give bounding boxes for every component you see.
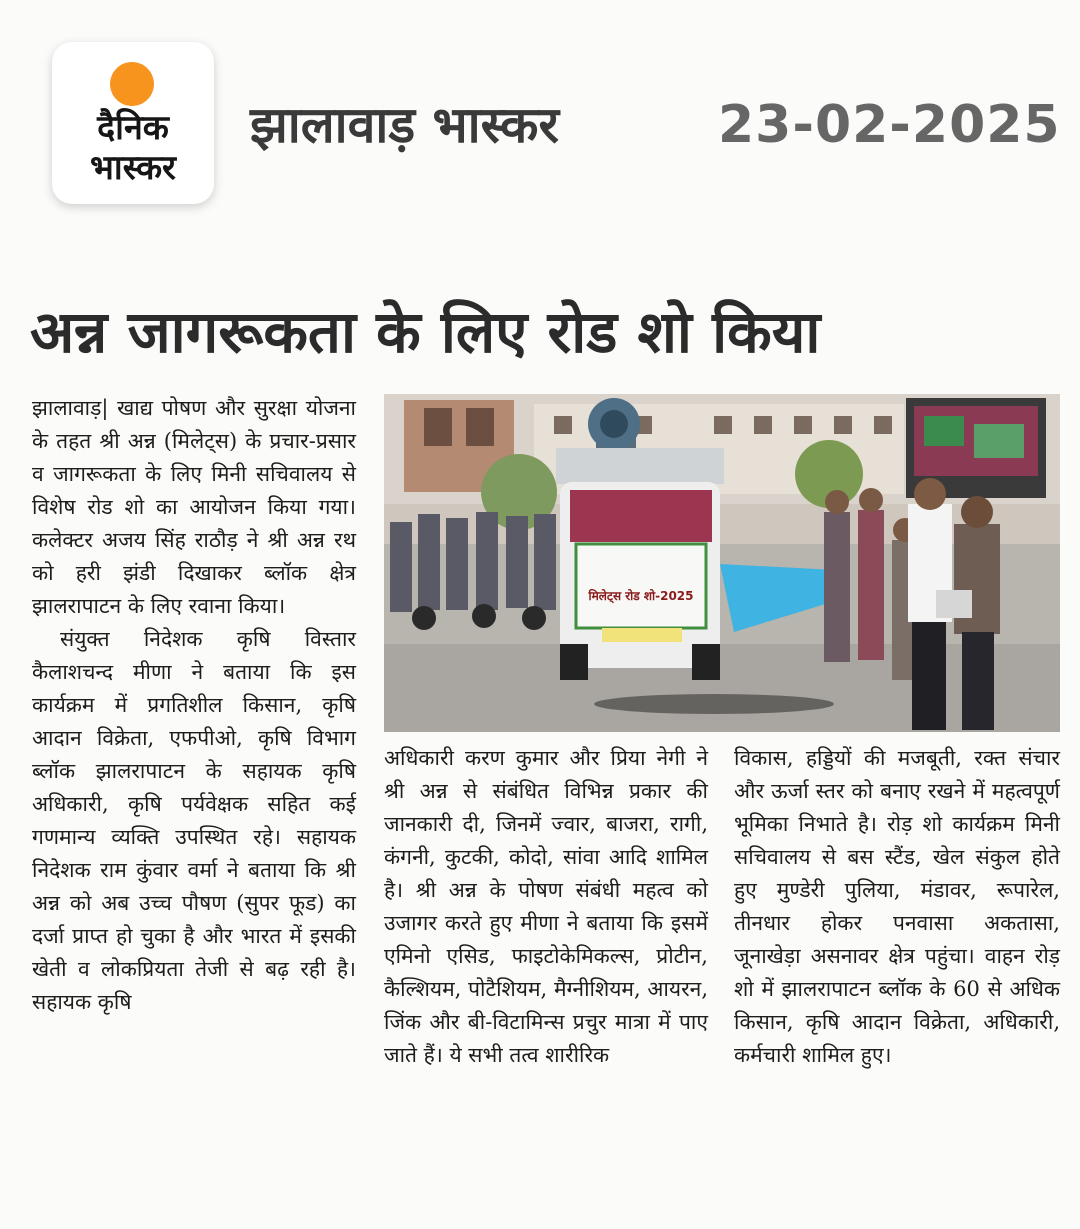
logo-text-line1: दैनिक <box>97 108 169 148</box>
column1-paragraph1: झालावाड़| खाद्य पोषण और सुरक्षा योजना के तहत श्री अन्न (मिलेट्स) के प्रचार-प्रसार व जागरूकता के लिए मिनी सचिवालय से विशेष रोड शो का आयोजन किया गया। कलेक्टर अजय सिंह राठौड़ ने श्री अन्न रथ को हरी झंडी दिखाकर ब्लॉक क्षेत्र झालरापाटन के लिए रवाना किया। <box>32 396 356 618</box>
article-headline: अन्न जागरूकता के लिए रोड शो किया <box>30 298 821 366</box>
article-column-3 <box>734 742 1060 1072</box>
dainik-bhaskar-logo <box>52 42 214 204</box>
column3-text: विकास, हड्डियों की मजबूती, रक्त संचार और ऊर्जा स्तर को बनाए रखने में महत्वपूर्ण भूमिका निभाते है। रोड़ शो कार्यक्रम मिनी सचिवालय से बस स्टैंड, खेल संकुल होते हुए मुण्डेरी पुलिया, मंडावर, रूपारेल, तीनधार होकर पनवासा अकतासा, जूनाखेड़ा असनावर क्षेत्र पहुंचा। वाहन रोड़ शो में झालरापाटन ब्लॉक के 60 से अधिक किसान, कृषि आदान विक्रेता, अधिकारी, कर्मचारी शामिल हुए। <box>734 746 1060 1067</box>
banner-text: मिलेट्स रोड शो-2025 <box>588 589 694 603</box>
edition-name: झालावाड़ भास्कर <box>250 96 559 154</box>
column2-text: अधिकारी करण कुमार और प्रिया नेगी ने श्री अन्न से संबंधित विभिन्न प्रकार की जानकारी दी, जिनमें ज्वार, बाजरा, रागी, कंगनी, कुटकी, कोदो, सांवा आदि शामिल है। श्री अन्न के पोषण संबंधी महत्व को उजागर करते हुए मीणा ने बताया कि इसमें एमिनो एसिड, फाइटोकेमिकल्स, प्रोटीन, कैल्शियम, पोटैशियम, मैग्नीशियम, आयरन, जिंक और बी-विटामिन्स प्रचुर मात्रा में पाए जाते हैं। ये सभी तत्व शारीरिक <box>384 746 708 1067</box>
page-header <box>0 0 1080 230</box>
sun-logo-icon <box>110 62 154 106</box>
article-column-1 <box>32 392 356 1019</box>
logo-text-line2: भास्कर <box>90 148 176 188</box>
article-column-2 <box>384 742 708 1072</box>
column1-paragraph2: संयुक्त निदेशक कृषि विस्तार कैलाशचन्द मीणा ने बताया कि इस कार्यक्रम में प्रगतिशील किसान, कृषि आदान विक्रेता, एफपीओ, कृषि विभाग ब्लॉक झालरापाटन के सहायक कृषि अधिकारी, कृषि पर्यवेक्षक सहित कई गणमान्य व्यक्ति उपस्थित रहे। सहायक निदेशक राम कुंवार वर्मा ने बताया कि श्री अन्न को अब उच्च पौषण (सुपर फूड) का दर्जा प्राप्त हो चुका है और भारत में इसकी खेती व लोकप्रियता तेजी से बढ़ रही है। सहायक कृषि <box>32 627 356 1014</box>
news-photo <box>384 394 1060 732</box>
edition-date: 23-02-2025 <box>718 95 1061 155</box>
